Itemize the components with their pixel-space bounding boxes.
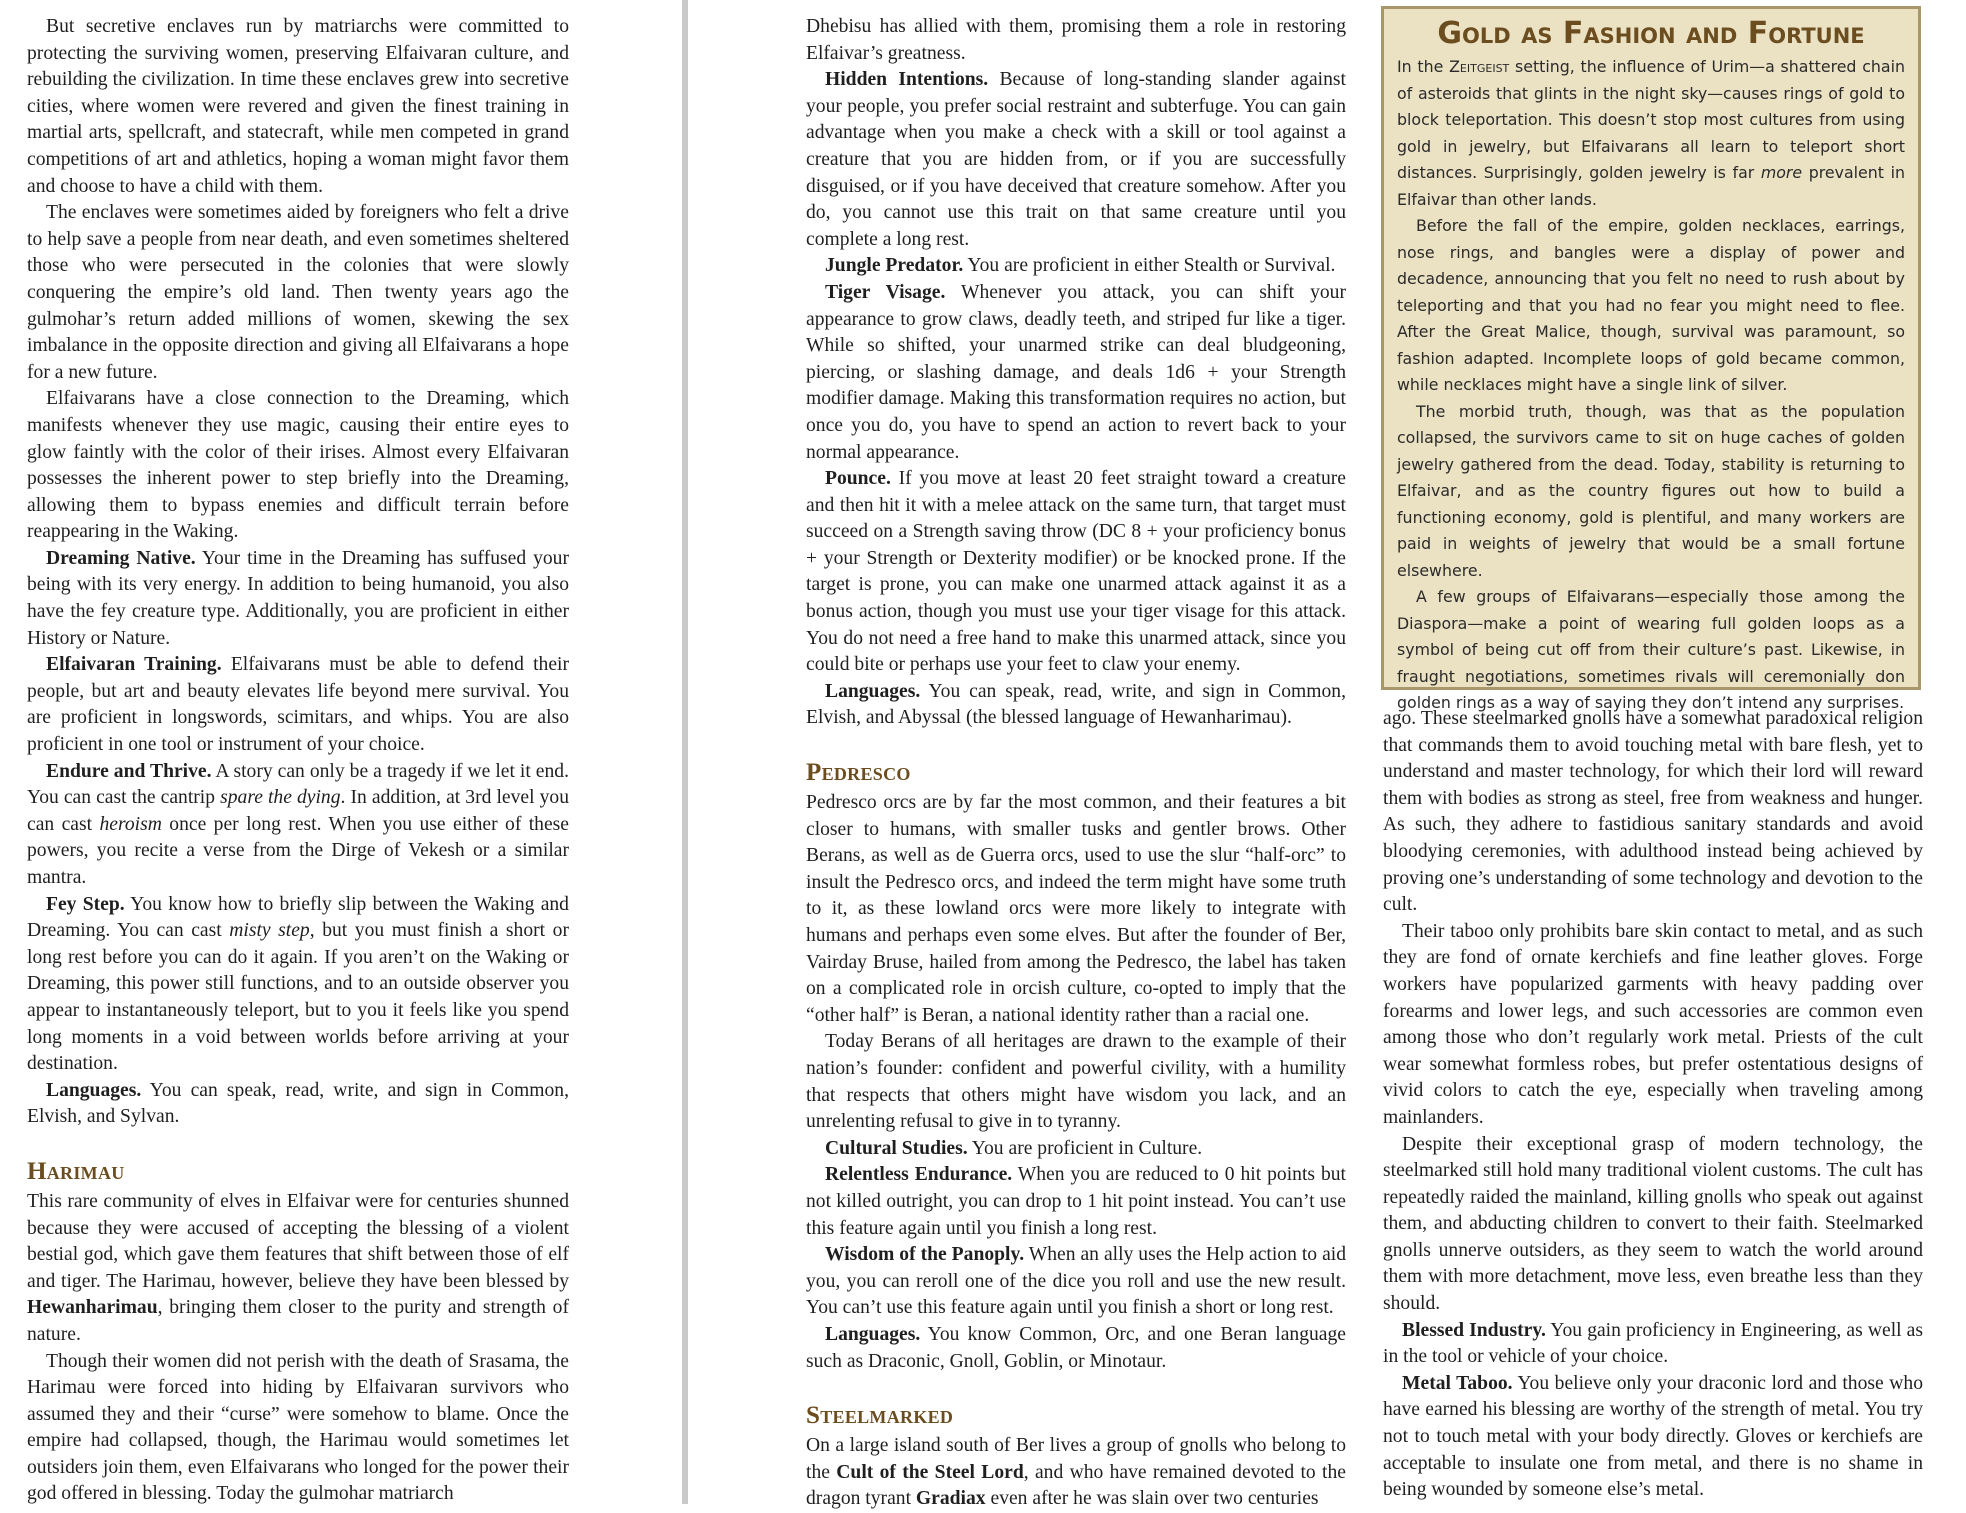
trait-title: Fey Step.: [46, 893, 125, 915]
trait-dreaming-native: [27, 546, 569, 652]
trait-elfaivaran-training: [27, 652, 569, 758]
page-gutter: [682, 0, 688, 1504]
trait-languages: [806, 679, 1346, 732]
trait-text: Your time in the Dreaming has suffused your being with its very energy. In addition to being humanoid, you also have the fey creature type. Additionally, you are proficient in either History or Nature.: [27, 547, 569, 649]
trait-hidden-intentions: [806, 67, 1346, 253]
trait-text: You can speak, read, write, and sign in Common, Elvish, and Abyssal (the blessed language of Hewanharimau).: [806, 680, 1346, 729]
paragraph: Elfaivarans have a close connection to the Dreaming, which manifests whenever they use magic, causing their entire eyes to glow faintly with the color of their irises. Almost every Elfaivaran possesses the inherent power to step briefly into the Dreaming, allowing them to bypass enemies and difficult terrain before reappearing in the Waking.: [27, 388, 569, 543]
trait-title: Elfaivaran Training.: [46, 654, 222, 676]
trait-text: When an ally uses the Help action to aid you, you can reroll one of the dice you roll and use the new result. You can’t use this feature again until you finish a short or long rest.: [806, 1244, 1347, 1319]
trait-cultural-studies: [806, 1136, 1346, 1163]
deity-name: Hewanharimau: [27, 1297, 158, 1319]
trait-relentless-endurance: [806, 1162, 1346, 1242]
trait-text: You are proficient in Culture.: [967, 1137, 1203, 1159]
trait-title: Relentless Endurance.: [825, 1164, 1013, 1186]
trait-text: You gain proficiency in Engineering, as well as in the tool or vehicle of your choice.: [1383, 1319, 1924, 1368]
trait-title: Languages.: [825, 680, 921, 702]
text: prevalent in Elfaivar than other lands.: [1397, 163, 1905, 209]
section-heading-harimau: Harimau: [27, 1157, 125, 1185]
sidebar-paragraph: [1397, 54, 1905, 213]
paragraph: Though their women did not perish with the death of Srasama, the Harimau were forced into hiding by Elfaivaran survivors who assumed they and their “curse” were somehow to blame. Once the empire had collapsed, though, the Harimau would sometimes let outsiders join them, even Elfaivarans who longed for the power their god offered in blessing. Today the gulmohar matriarch: [27, 1350, 569, 1505]
trait-text: You believe only your draconic lord and those who have earned his blessing are worthy of the strength of metal. You try not to touch metal with your body directly. Gloves or kerchiefs are acceptable to insulate one from metal, and there is no shame in being wounded by someone else’s metal.: [1383, 1372, 1923, 1501]
trait-text: Elfaivarans must be able to defend their people, but art and beauty elevates life beyond mere survival. You are proficient in longswords, scimitars, and whips. You are also proficient in one tool or instrument of your choice.: [27, 654, 569, 756]
text: On a large island south of Ber lives a group of gnolls who belong to the: [806, 1435, 1346, 1483]
trait-title: Endure and Thrive.: [46, 760, 212, 782]
sidebar-box-gold-fashion: [1381, 6, 1921, 712]
paragraph: [27, 1189, 569, 1349]
dragon-name: Gradiax: [915, 1488, 986, 1510]
trait-languages: [806, 1322, 1346, 1375]
paragraph: [806, 1433, 1346, 1513]
trait-text: Whenever you attack, you can shift your appearance to grow claws, deadly teeth, and striped fur like a tiger. While so shifted, your unarmed strike can deal bludgeoning, piercing, or slashing damage, and deals 1d6 + your Strength modifier damage. Making this transformation requires no action, but once you do, you have to spend an action to revert back to your normal appearance.: [806, 281, 1346, 463]
spell-name: misty step: [229, 920, 310, 942]
paragraph: The enclaves were sometimes aided by foreigners who felt a drive to help save a people from near death, and even sometimes sheltered those who were persecuted in the colonies that were slowly conquering the empire’s old land. Then twenty years ago the gulmohar’s return added millions of women, skewing the sex imbalance in the opposite direction and giving all Elfaivarans a hope for a new future.: [27, 202, 569, 383]
text: In the: [1397, 57, 1450, 76]
spell-name: spare the dying: [220, 787, 341, 809]
sidebar-title: Gold as Fashion and Fortune: [1437, 16, 1865, 51]
text: This rare community of elves in Elfaivar were for centuries shunned because they were accused of accepting the blessing of a violent bestial god, which gave them features that shift between those of elf and tiger. The Harimau, however, believe they have been blessed by: [27, 1190, 569, 1292]
text: setting, the influence of Urim—a shattered chain of asteroids that glints in the night sky—causes rings of gold to block teleportation. This doesn’t stop most cultures from using gold in jewelry, but Elfaivarans all learn to teleport short distances. Surprisingly, golden jewelry is far: [1397, 57, 1905, 182]
trait-title: Tiger Visage.: [825, 281, 946, 303]
section-heading-steelmarked: Steelmarked: [806, 1402, 954, 1430]
column-middle: [806, 14, 1346, 1513]
paragraph: Despite their exceptional grasp of modern technology, the steelmarked still hold many traditional violent customs. The cult has repeatedly raided the mainland, killing gnolls who speak out against them, and abducting children to convert to their faith. Steelmarked gnolls unnerve outsiders, as they seem to watch the world around them with more detachment, move less, even breathe less than they should.: [1383, 1133, 1923, 1315]
cult-name: Cult of the Steel Lord: [836, 1461, 1024, 1483]
trait-title: Dreaming Native.: [46, 547, 196, 569]
trait-title: Languages.: [825, 1323, 921, 1345]
trait-blessed-industry: [1383, 1318, 1923, 1371]
trait-text: Because of long-standing slander against your people, you prefer social restraint and subterfuge. You can gain advantage when you make a check with a skill or tool against a creature that you are hidden from, or if you are successfully disguised, or if you have deceived that creature somehow. After you do, you cannot use this trait on that same creature until you complete a long rest.: [806, 69, 1346, 250]
trait-title: Hidden Intentions.: [825, 69, 989, 91]
trait-endure-and-thrive: [27, 759, 569, 892]
trait-text: You know Common, Orc, and one Beran language such as Draconic, Gnoll, Goblin, or Minotaur.: [806, 1323, 1346, 1372]
text: , and who have remained devoted to the dragon tyrant: [806, 1461, 1346, 1510]
paragraph: Dhebisu has allied with them, promising them a role in restoring Elfaivar’s greatness.: [806, 16, 1346, 64]
trait-title: Blessed Industry.: [1402, 1319, 1546, 1341]
trait-text: You know how to briefly slip between the Waking and Dreaming. You can cast: [27, 893, 569, 942]
trait-jungle-predator: [806, 253, 1346, 280]
trait-fey-step: [27, 892, 569, 1078]
sidebar-paragraph: Before the fall of the empire, golden necklaces, earrings, nose rings, and bangles were a display of power and decadence, announcing that you felt no need to rush about by teleporting and that you had no fear you might need to flee. After the Great Malice, though, survival was paramount, so fashion adapted. Incomplete loops of gold became common, while necklaces might have a single link of silver.: [1397, 216, 1905, 394]
text: even after he was slain over two centuries: [985, 1488, 1319, 1510]
trait-languages: [27, 1078, 569, 1131]
trait-title: Metal Taboo.: [1402, 1372, 1513, 1394]
trait-text: You can speak, read, write, and sign in Common, Elvish, and Sylvan.: [27, 1079, 569, 1128]
trait-text: once per long rest. When you use either of these powers, you recite a verse from the Dirge of Vekesh or a similar mantra.: [27, 813, 569, 888]
trait-text: . In addition, at 3rd level you can cast: [27, 787, 569, 835]
setting-name: Zeitgeist: [1449, 57, 1510, 76]
trait-text: , but you must finish a short or long rest before you can do it again. If you aren’t on the Waking or Dreaming, this power still functions, and to an outside observer you appear to instantaneously teleport, but to you it feels like you spend long moments in a void between worlds before arriving at your destination.: [27, 920, 569, 1075]
trait-text: You are proficient in either Stealth or Survival.: [963, 255, 1336, 277]
sidebar-paragraph: A few groups of Elfaivarans—especially those among the Diaspora—make a point of wearing full golden loops as a symbol of being cut off from their culture’s past. Likewise, in fraught negotiations, sometimes rivals will ceremonially don golden rings as a way of saying they don’t intend any surprises.: [1397, 587, 1905, 712]
trait-title: Jungle Predator.: [825, 255, 964, 277]
spell-name: heroism: [99, 813, 162, 835]
sidebar-body: [1397, 54, 1905, 717]
paragraph: Pedresco orcs are by far the most common, and their features a bit closer to humans, with smaller tusks and gentler brows. Other Berans, as well as de Guerra orcs, used to use the slur “half-orc” to insult the Pedresco orcs, and indeed the term might have some truth to it, as these lowland orcs were more likely to integrate with humans and perhaps even some elves. But after the founder of Ber, Vairday Bruse, hailed from among the Pedresco, the label has taken on a complicated role in orcish culture, co-opted to imply that the “other half” is Beran, a national identity rather than a racial one.: [806, 792, 1346, 1026]
paragraph: Their taboo only prohibits bare skin contact to metal, and as such they are fond of ornate kerchiefs and fine leather gloves. Forge workers have popularized garments with heavy padding over forearms and lower legs, and such accessories are common even among those who don’t regularly work metal. Priests of the cult wear somewhat formless robes, but prefer ostentatious designs of vivid colors to catch the eye, especially when traveling among mainlanders.: [1383, 920, 1923, 1128]
trait-pounce: [806, 466, 1346, 679]
trait-text: A story can only be a tragedy if we let it end. You can cast the cantrip: [27, 760, 569, 809]
trait-title: Languages.: [46, 1079, 142, 1101]
emphasis: more: [1760, 163, 1803, 182]
trait-text: When you are reduced to 0 hit points but not killed outright, you can drop to 1 hit point instead. You can’t use this feature again until you finish a long rest.: [806, 1164, 1347, 1239]
paragraph: Today Berans of all heritages are drawn to the example of their nation’s founder: confident and powerful civility, with a humility that respects that others might have wisdom you lack, and an unrelenting refusal to give in to tyranny.: [806, 1031, 1346, 1133]
section-heading-pedresco: Pedresco: [806, 759, 911, 787]
text: , bringing them closer to the purity and strength of nature.: [27, 1297, 569, 1345]
trait-metal-taboo: [1383, 1371, 1923, 1504]
trait-text: If you move at least 20 feet straight toward a creature and then hit it with a melee attack on the same turn, that target must succeed on a Strength saving throw (DC 8 + your proficiency bonus + your Strength or Dexterity modifier) or be knocked prone. If the target is prone, you can make one unarmed attack against it as a bonus action, though you must use your tiger visage for this attack. You do not need a free hand to make this unarmed attack, since you could bite or perhaps use your feet to claw your enemy.: [806, 468, 1346, 676]
trait-title: Pounce.: [825, 468, 891, 490]
trait-title: Cultural Studies.: [825, 1137, 968, 1159]
trait-title: Wisdom of the Panoply.: [825, 1244, 1025, 1266]
paragraph: ago. These steelmarked gnolls have a somewhat paradoxical religion that commands them to avoid touching metal with bare flesh, yet to understand and master technology, for which their lord will reward them with bodies as strong as steel, free from weakness and hunger. As such, they adhere to fastidious sanitary standards and avoid bloodying ceremonies, with adulthood instead being achieved by proving one’s understanding of some technology and devotion to the cult.: [1383, 708, 1923, 916]
column-left: [27, 14, 569, 1508]
paragraph: But secretive enclaves run by matriarchs were committed to protecting the surviving women, preserving Elfaivaran culture, and rebuilding the civilization. In time these enclaves grew into secretive cities, where women were revered and given the finest training in martial arts, spellcraft, and statecraft, while men competed in grand competitions of art and athletics, hoping a woman might favor them and choose to have a child with them.: [27, 16, 569, 197]
column-right: [1383, 706, 1923, 1504]
trait-wisdom-of-the-panoply: [806, 1242, 1346, 1322]
sidebar-paragraph: The morbid truth, though, was that as the population collapsed, the survivors came to sit on huge caches of golden jewelry gathered from the dead. Today, stability is returning to Elfaivar, and as the country figures out how to build a functioning economy, gold is plentiful, and many workers are paid in weights of jewelry that would be a small fortune elsewhere.: [1397, 401, 1905, 580]
trait-tiger-visage: [806, 280, 1346, 466]
